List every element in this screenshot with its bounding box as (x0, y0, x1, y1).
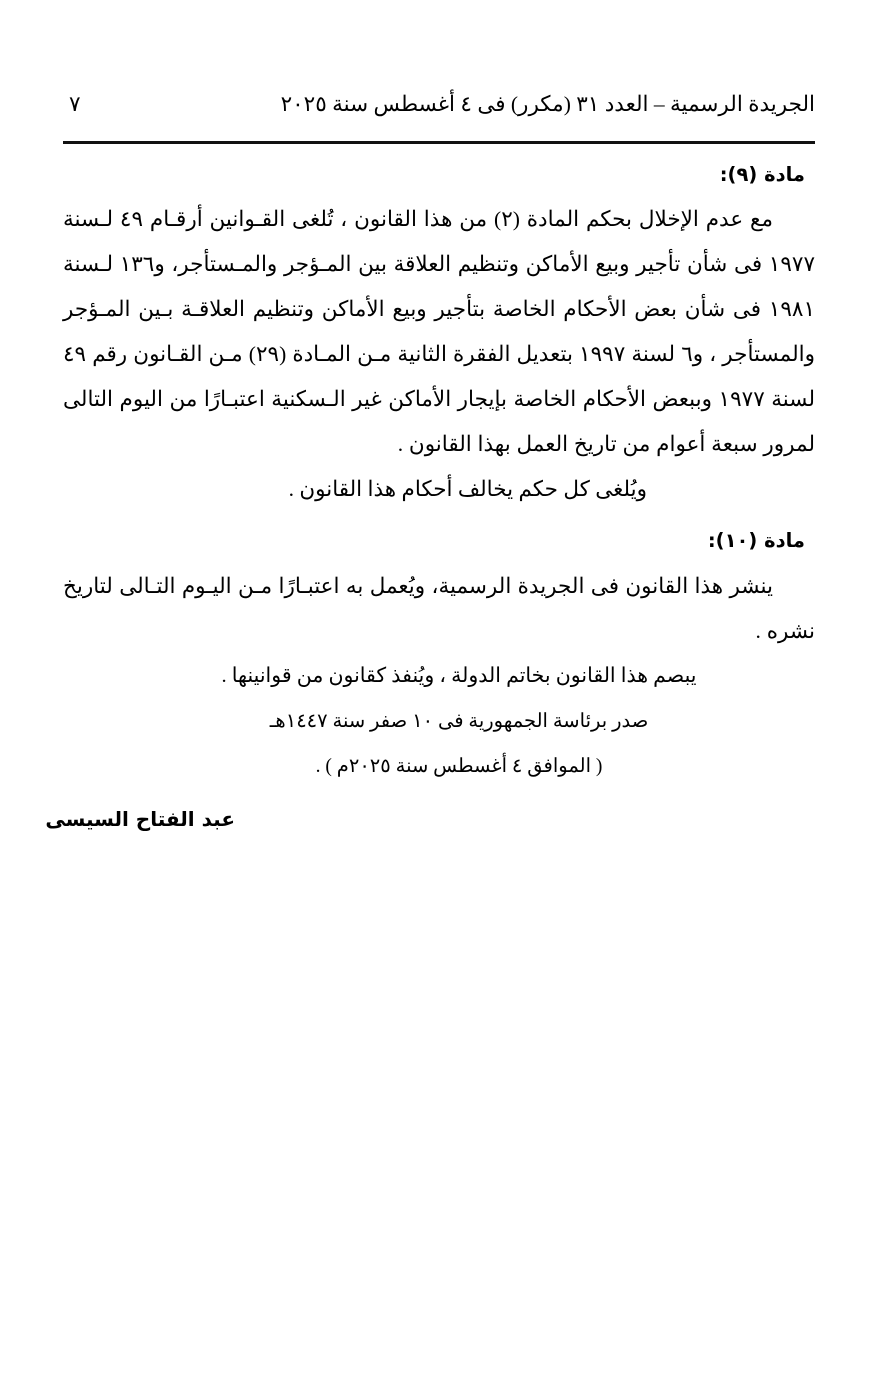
spacer (63, 512, 815, 520)
closing-block (45, 654, 815, 833)
gazette-header-title: الجريدة الرسمية – العدد ٣١ (مكرر) فى ٤ أغسطس سنة ٢٠٢٥ (280, 92, 815, 116)
page-header (63, 92, 815, 126)
article-9-paragraph-1: مع عدم الإخلال بحكم المادة (٢) من هذا القانون ، تُلغى القـوانين أرقـام ٤٩ لـسنة ١٩٧٧ فى شأن تأجير وبيع الأماكن وتنظيم العلاقة بين المـؤجر والمـستأجر، و١٣٦ لـسنة ١٩٨١ فى شأن بعض الأحكام الخاصة بتأجير وبيع الأماكن وتنظيم العلاقـة بـين المـؤجر والمستأجر ، و٦ لسنة ١٩٩٧ بتعديل الفقرة الثانية مـن المـادة (٢٩) مـن القـانون رقم ٤٩ لسنة ١٩٧٧ وببعض الأحكام الخاصة بإيجار الأماكن غير الـسكنية اعتبـارًا من اليوم التالى لمرور سبعة أعوام من تاريخ العمل بهذا القانون . (63, 207, 815, 457)
page-number: ٧ (69, 92, 81, 116)
issue-date-gregorian: ( الموافق ٤ أغسطس سنة ٢٠٢٥م ) . (315, 755, 603, 777)
article-10-paragraph-1: ينشر هذا القانون فى الجريدة الرسمية، ويُعمل به اعتبـارًا مـن اليـوم التـالى لتاريخ نشره . (63, 573, 815, 643)
article-block-10 (63, 526, 815, 653)
article-9-paragraph-2: ويُلغى كل حكم يخالف أحكام هذا القانون . (288, 477, 647, 502)
signatory-name: عبد الفتاح السيسى (45, 806, 235, 831)
state-seal-statement: يبصم هذا القانون بخاتم الدولة ، ويُنفذ كقانون من قوانينها . (221, 664, 697, 687)
article-block-9 (63, 160, 815, 512)
spacer (63, 556, 815, 564)
article-heading-10: مادة (١٠): (707, 529, 805, 553)
issue-date-hijri: صدر برئاسة الجمهورية فى ١٠ صفر سنة ١٤٤٧هـ (269, 710, 649, 732)
article-heading-9: مادة (٩): (719, 163, 805, 186)
spacer (63, 789, 815, 805)
spacer (63, 189, 815, 197)
header-divider-rule (63, 141, 815, 144)
document-body (45, 160, 815, 833)
